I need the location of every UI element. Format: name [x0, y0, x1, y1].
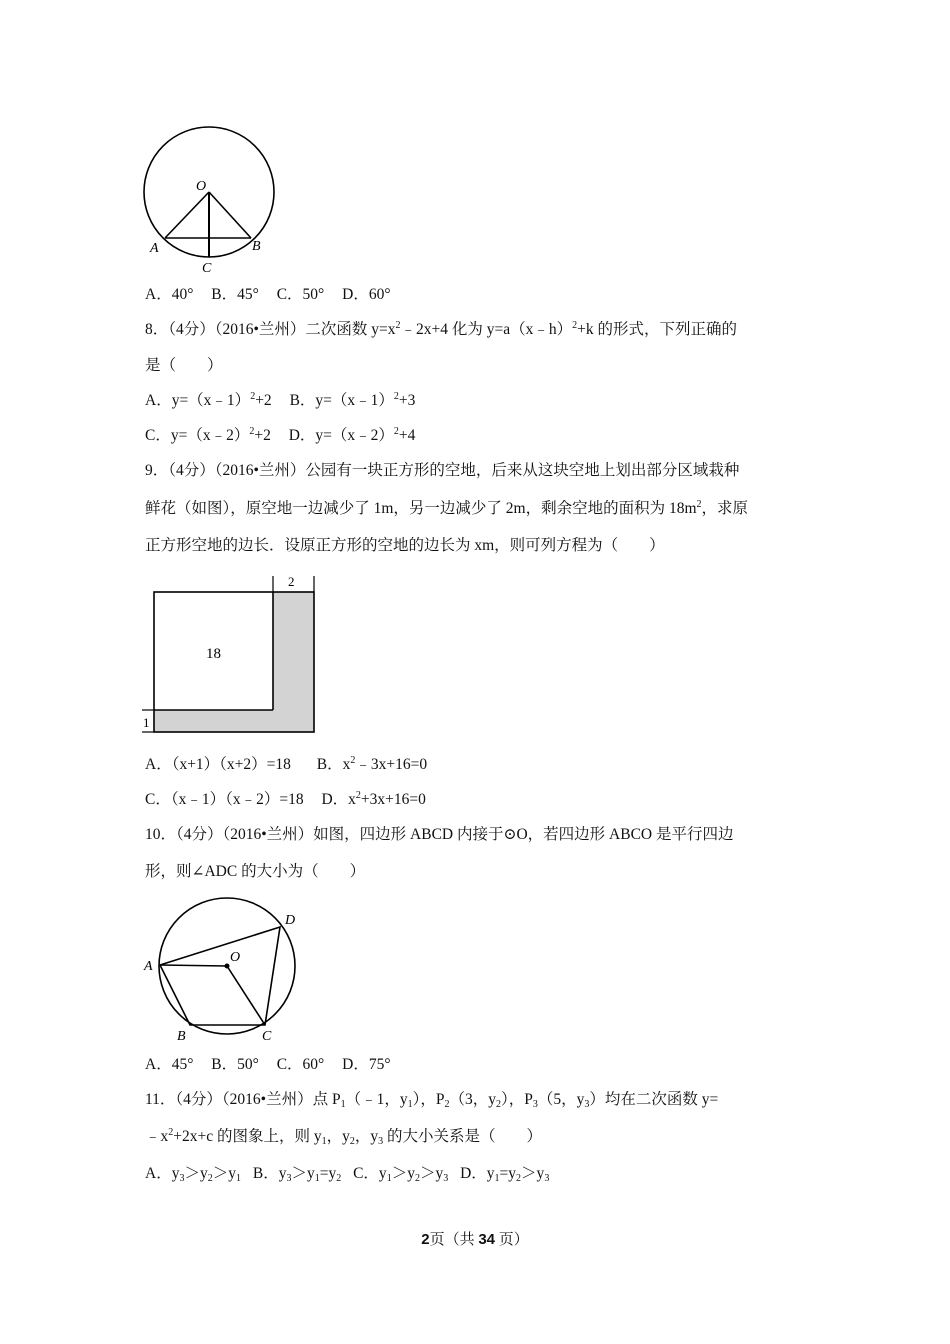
label-o: O	[196, 179, 207, 194]
label-a: A	[150, 241, 159, 256]
q10-stem-line1: 10．（4分）（2016•兰州）如图，四边形 ABCD 内接于⊙O，若四边形 ABCO 是平行四边	[145, 826, 734, 843]
q9-option-b: B．$x^2﹣3x+16=0$	[316, 755, 428, 773]
q10-option-d: D．75°	[342, 1056, 391, 1073]
label-a: A	[144, 959, 153, 974]
q8-option-a: A．y=（x﹣1）$^2$+2	[145, 391, 272, 409]
q7-circle-figure	[138, 120, 283, 280]
q9-option-d: D．$x^2+3x+16=0$	[321, 790, 426, 808]
total-pages: 34	[478, 1231, 496, 1248]
q10-stem-line2: 形，则∠ADC 的大小为（ ）	[145, 863, 366, 880]
q7-options	[145, 285, 391, 305]
q8-options-row1	[145, 391, 415, 411]
q11-options	[145, 1164, 549, 1184]
q8-option-c: C．y=（x﹣2）$^2$+2	[145, 426, 271, 444]
dim-left-label: 1	[143, 715, 150, 730]
q9-square-figure	[140, 572, 325, 737]
area-label: 18	[206, 646, 221, 662]
q11-option-a: A．$y_3>y_2>y_1$	[145, 1165, 241, 1184]
q11-option-b: B．$y_3>y_1=y_2$	[252, 1165, 342, 1184]
label-b: B	[252, 239, 261, 254]
q7-option-a: A．40°	[145, 286, 194, 303]
q9-stem-line3: 正方形空地的边长．设原正方形的空地的边长为 xm，则可列方程为（ ）	[145, 537, 665, 554]
dim-top-label: 2	[288, 574, 295, 589]
q10-option-a: A．45°	[145, 1056, 194, 1073]
q9-options-row1	[145, 755, 427, 775]
q8-options-row2	[145, 426, 415, 446]
q9-option-a: A．（x+1）（x+2）=18	[145, 756, 291, 773]
q9-stem-line1: 9．（4分）（2016•兰州）公园有一块正方形的空地，后来从这块空地上划出部分区域栽种	[145, 462, 740, 479]
q10-circle-figure	[140, 893, 310, 1045]
label-d: D	[285, 913, 296, 928]
q11-option-d: D．$y_1=y_2>y_3$	[460, 1165, 550, 1184]
q10-option-b: B．50°	[211, 1056, 259, 1073]
q8-stem-line2: 是（ ）	[145, 357, 223, 374]
q9-option-c: C．（x﹣1）（x﹣2）=18	[145, 791, 304, 808]
q10-option-c: C．60°	[276, 1056, 325, 1073]
q9-options-row2	[145, 790, 426, 810]
q11-stem-line1: 11．（4分）（2016•兰州）点 $P_1(﹣1$，$y_1$），$P_2(3$，$y_2$），$P_3(5$，$y_3$）均在二次函数 y=	[145, 1091, 719, 1110]
q11-stem-line2: $﹣x^2+2x+c$ 的图象上，则 $y_1$，$y_2$，$y_3$ 的大小关系是（ ）	[145, 1127, 543, 1147]
label-b: B	[177, 1029, 186, 1044]
q11-option-c: C．$y_1>y_2>y_3$	[353, 1165, 449, 1184]
label-c: C	[202, 261, 212, 276]
q9-stem-line2: 鲜花（如图），原空地一边减少了 1m，另一边减少了 2m，剩余空地的面积为 $18m^2$，求原	[145, 499, 749, 517]
q8-option-d: D．y=（x﹣2）$^2$+4	[288, 426, 416, 444]
q10-options	[145, 1055, 391, 1075]
q8-stem-line1: 8．（4分）（2016•兰州）二次函数 $y=x^2﹣2x+4$ 化为 y=a（x﹣h）$^2$+k 的形式，下列正确的	[145, 320, 738, 338]
q7-option-d: D．60°	[342, 286, 391, 303]
page-number: 2	[421, 1231, 430, 1248]
page-footer: 2页（共 34 页）	[421, 1231, 529, 1248]
label-o: O	[230, 950, 241, 965]
q7-option-b: B．45°	[211, 286, 259, 303]
label-c: C	[262, 1029, 272, 1044]
q8-option-b: B．y=（x﹣1）$^2$+3	[289, 391, 416, 409]
q7-option-c: C．50°	[276, 286, 325, 303]
